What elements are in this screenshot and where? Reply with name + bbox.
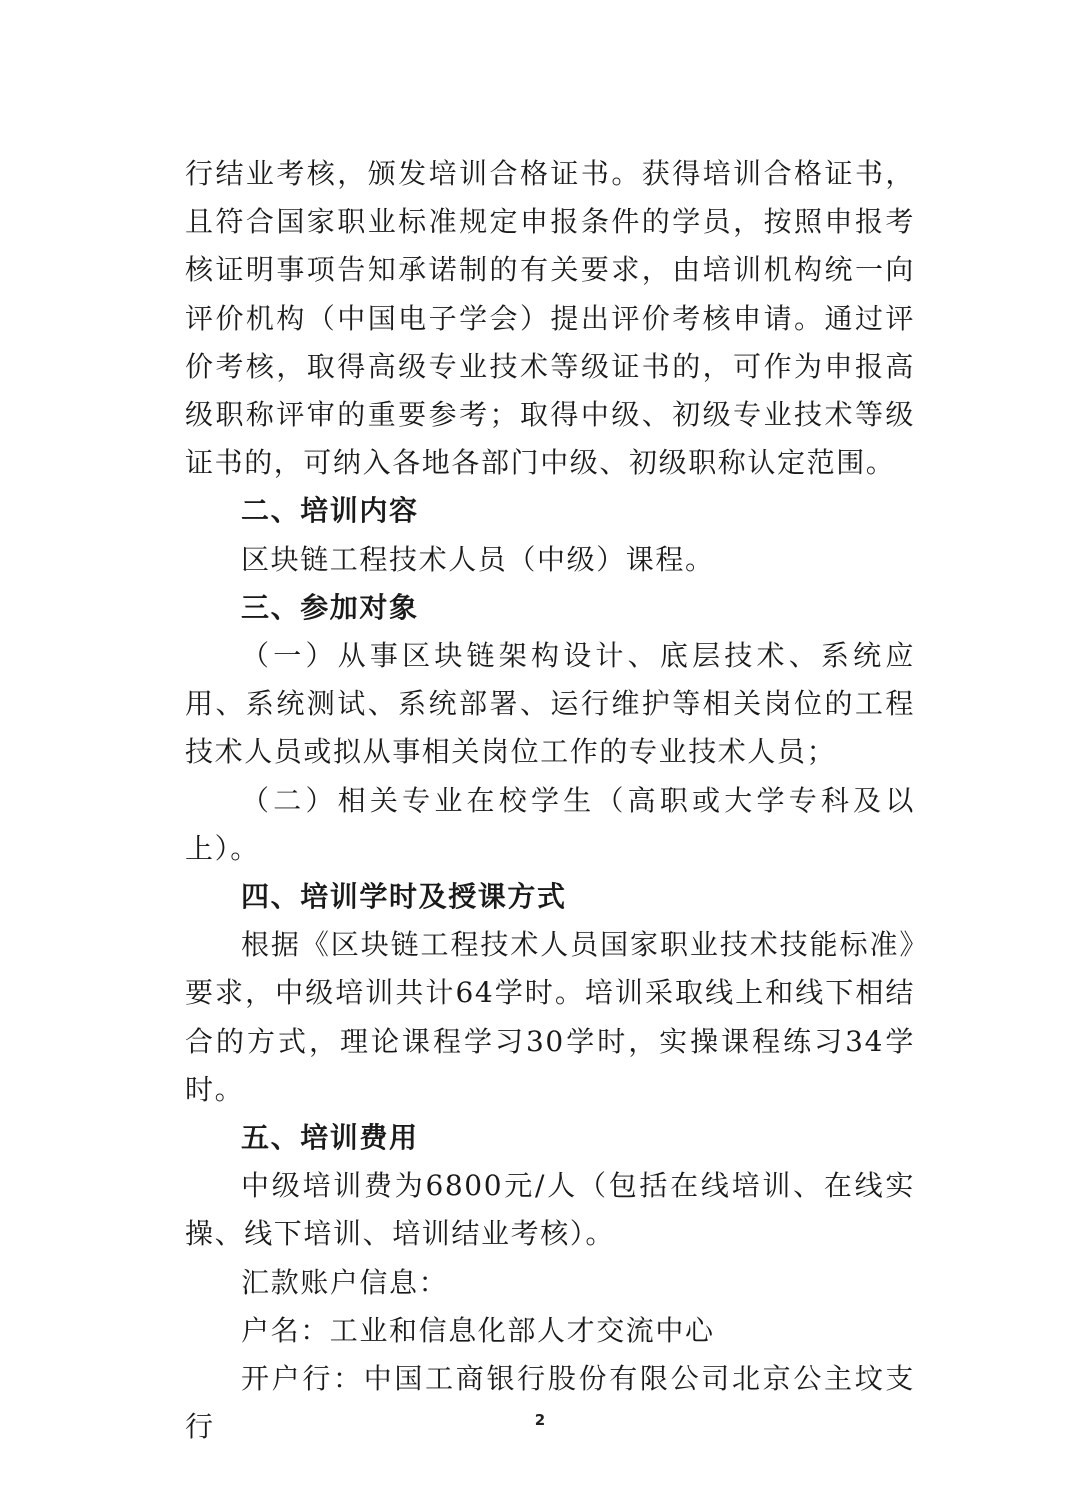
paragraph-bank: 开户行：中国工商银行股份有限公司北京公主坟支行 xyxy=(185,1362,915,1444)
paragraph-account-info: 汇款账户信息： xyxy=(241,1265,449,1299)
paragraph-account-name: 户名：工业和信息化部人才交流中心 xyxy=(241,1313,715,1347)
heading-hours-method: 四、培训学时及授课方式 xyxy=(241,880,567,914)
paragraph-training-content: 区块链工程技术人员（中级）课程。 xyxy=(241,542,715,576)
paragraph-fees: 中级培训费为6800元/人（包括在线培训、在线实操、线下培训、培训结业考核）。 xyxy=(185,1169,915,1251)
page-number: 2 xyxy=(534,1411,546,1429)
document-body xyxy=(185,150,915,1451)
paragraph-participants-2: （二）相关专业在校学生（高职或大学专科及以上）。 xyxy=(185,783,915,865)
heading-participants: 三、参加对象 xyxy=(241,590,419,624)
paragraph-hours-method: 根据《区块链工程技术人员国家职业技术技能标准》要求，中级培训共计64学时。培训采取线上和线下相结合的方式，理论课程学习30学时，实操课程练习34学时。 xyxy=(185,928,915,1106)
heading-training-content: 二、培训内容 xyxy=(241,494,419,528)
paragraph-certification: 行结业考核，颁发培训合格证书。获得培训合格证书，且符合国家职业标准规定申报条件的学员，按照申报考核证明事项告知承诺制的有关要求，由培训机构统一向评价机构（中国电子学会）提出评价考核申请。通过评价考核，取得高级专业技术等级证书的，可作为申报高级职称评审的重要参考；取得中级、初级专业技术等级证书的，可纳入各地各部门中级、初级职称认定范围。 xyxy=(185,157,915,480)
heading-fees: 五、培训费用 xyxy=(241,1121,419,1155)
paragraph-participants-1: （一）从事区块链架构设计、底层技术、系统应用、系统测试、系统部署、运行维护等相关岗位的工程技术人员或拟从事相关岗位工作的专业技术人员； xyxy=(185,639,915,769)
